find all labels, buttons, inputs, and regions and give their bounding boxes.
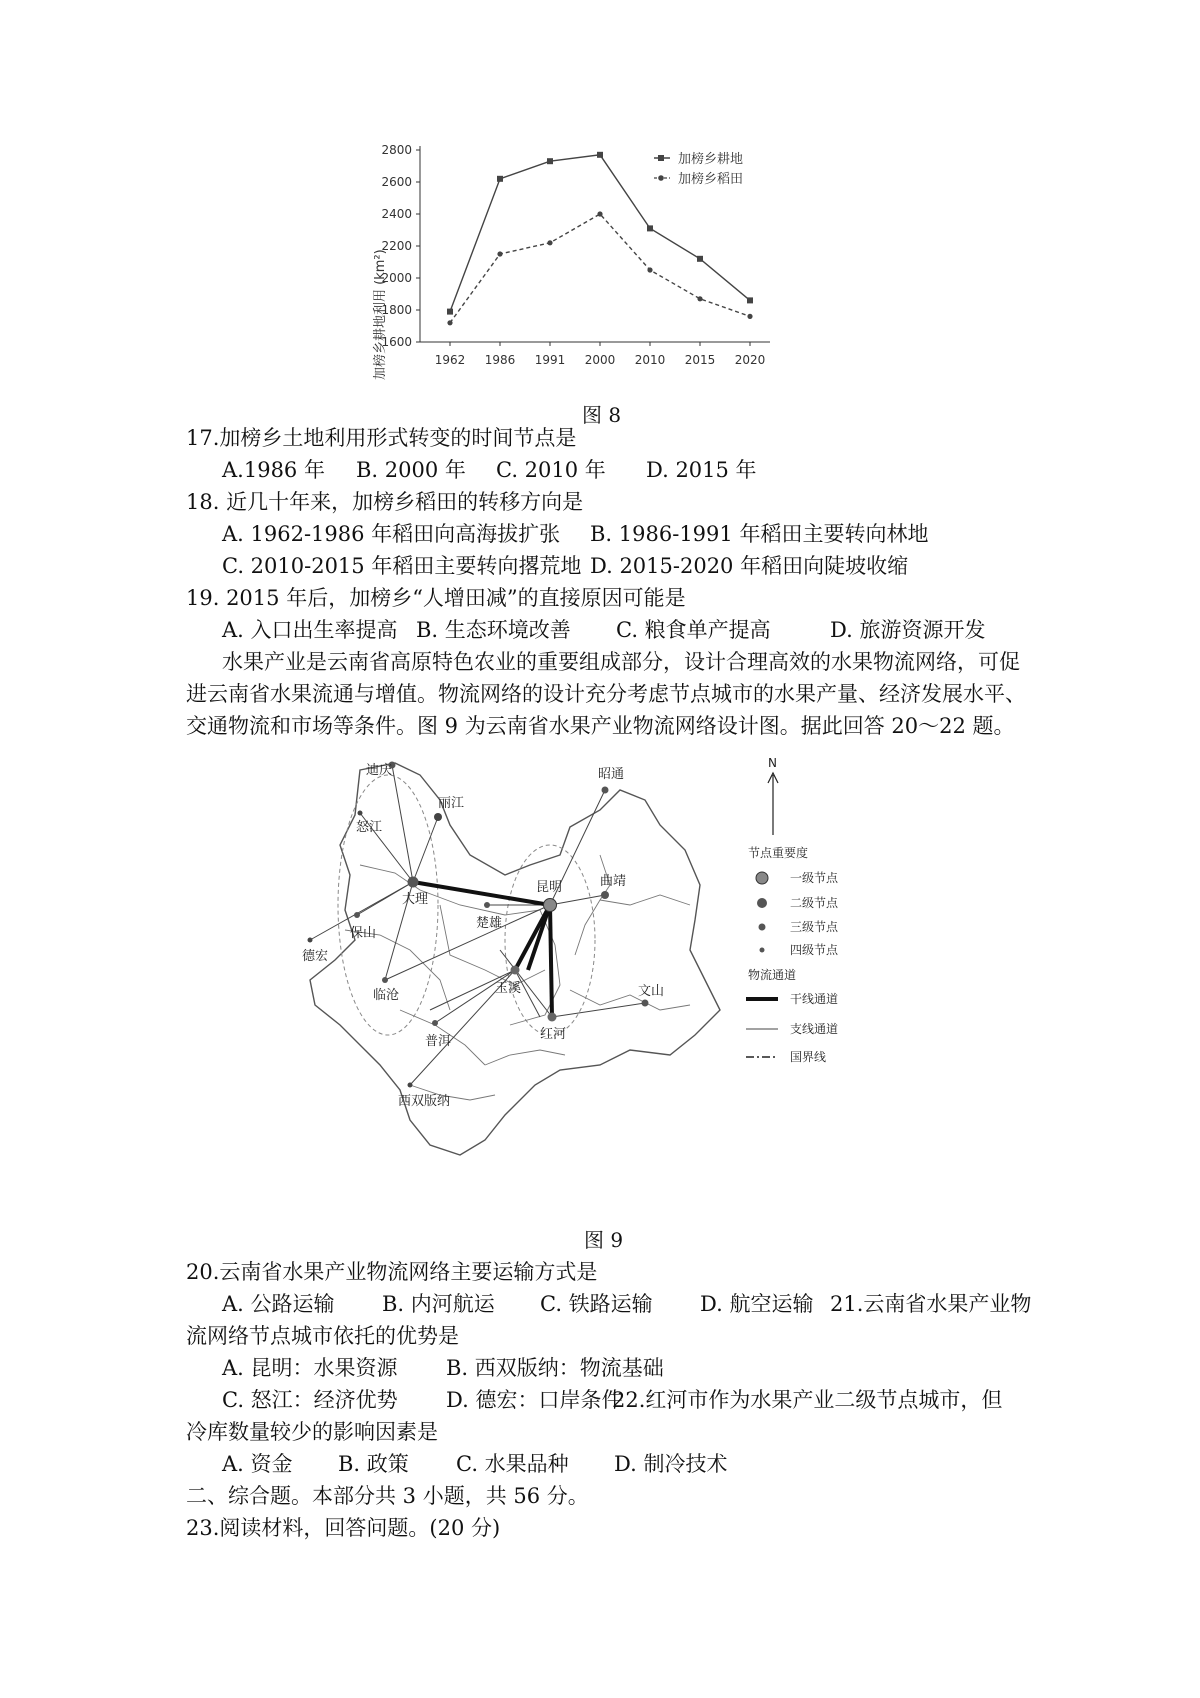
q20-stem: 20.云南省水果产业物流网络主要运输方式是 <box>186 1260 598 1284</box>
node-dehong <box>308 938 313 943</box>
fig8-point-farmland <box>697 256 703 262</box>
fig8-y-tick-label: 2000 <box>381 271 412 285</box>
fig8-legend-label-paddy: 加榜乡稻田 <box>678 172 744 187</box>
legend-branch: 支线通道 <box>790 1022 839 1036</box>
fig8-series-line-paddy <box>450 214 750 323</box>
q20-option-a: A. 公路运输 <box>222 1292 335 1316</box>
q21-option-a: A. 昆明：水果资源 <box>222 1356 398 1380</box>
node-nujiang <box>358 811 363 816</box>
node-puer <box>432 1020 438 1026</box>
fig8-x-axis <box>420 342 770 367</box>
label-diqing: 迪庆 <box>366 763 393 778</box>
intro-line-2: 进云南省水果流通与增值。物流网络的设计充分考虑节点城市的水果产量、经济发展水平、 <box>186 682 1026 706</box>
legend-node-title: 节点重要度 <box>748 846 809 860</box>
label-nujiang: 怒江 <box>356 820 383 835</box>
fig8-point-paddy <box>547 240 552 245</box>
fig8-point-farmland <box>547 158 553 164</box>
q22-stem-part1: 22.红河市作为水果产业二级节点城市，但 <box>612 1388 1003 1412</box>
legend-channel-title: 物流通道 <box>748 968 797 982</box>
intro-line-3: 交通物流和市场等条件。图 9 为云南省水果产业物流网络设计图。据此回答 20～22 题。 <box>186 714 1015 738</box>
q21-stem-part1: 21.云南省水果产业物 <box>830 1292 1032 1316</box>
label-lincang: 临沧 <box>373 988 400 1003</box>
q20-option-b: B. 内河航运 <box>382 1292 495 1316</box>
label-qujing: 曲靖 <box>600 874 627 889</box>
label-dehong: 德宏 <box>302 949 329 964</box>
legend-level3: 三级节点 <box>790 920 839 934</box>
q19-option-b: B. 生态环境改善 <box>416 618 571 642</box>
fig8-point-farmland <box>647 225 653 231</box>
q17-option-c: C. 2010 年 <box>496 458 606 482</box>
label-honghe: 红河 <box>540 1027 567 1042</box>
q17-option-a: A.1986 年 <box>222 458 325 482</box>
node-dali <box>408 877 419 888</box>
legend-border: 国界线 <box>790 1050 827 1064</box>
fig8-y-tick-label: 2600 <box>381 175 412 189</box>
q21-option-b: B. 西双版纳：物流基础 <box>446 1356 664 1380</box>
q17-stem: 17.加榜乡土地利用形式转变的时间节点是 <box>186 426 577 450</box>
label-dali: 大理 <box>402 892 429 907</box>
fig8-x-tick-label: 1991 <box>534 353 566 367</box>
fig9-caption: 图 9 <box>584 1228 624 1252</box>
fig8-y-tick-label: 1800 <box>381 303 412 317</box>
q22-option-d: D. 制冷技术 <box>614 1452 728 1476</box>
q22-option-c: C. 水果品种 <box>456 1452 569 1476</box>
q19-option-d: D. 旅游资源开发 <box>830 618 986 642</box>
label-chuxiong: 楚雄 <box>476 916 503 931</box>
label-zhaotong: 昭通 <box>598 767 625 782</box>
q21-option-d: D. 德宏：口岸条件 <box>446 1388 623 1412</box>
q18-stem: 18. 近几十年来，加榜乡稻田的转移方向是 <box>186 490 584 514</box>
fig8-x-tick-label: 1986 <box>484 353 516 367</box>
fig8-point-paddy <box>647 267 652 272</box>
section2-heading: 二、综合题。本部分共 3 小题，共 56 分。 <box>186 1484 589 1508</box>
node-yuxi <box>511 966 520 975</box>
fig8-y-tick-label: 2200 <box>381 239 412 253</box>
fig8-x-tick-label: 2010 <box>634 353 666 367</box>
q20-option-d: D. 航空运输 <box>700 1292 814 1316</box>
node-honghe <box>548 1013 557 1022</box>
fig8-x-tick-label: 1962 <box>434 353 466 367</box>
label-puer: 普洱 <box>425 1034 452 1049</box>
fig8-y-tick-label: 1600 <box>381 335 412 349</box>
fig8-point-paddy <box>447 320 452 325</box>
legend-level4: 四级节点 <box>790 943 839 957</box>
fig8-y-axis-label: 加榜乡耕地利用 (km²) <box>373 249 388 380</box>
fig8-point-farmland <box>597 152 603 158</box>
legend-level2: 二级节点 <box>790 896 839 910</box>
q22-option-b: B. 政策 <box>338 1452 409 1476</box>
q17-option-d: D. 2015 年 <box>646 458 757 482</box>
node-lijiang <box>434 813 442 821</box>
node-lincang <box>382 977 388 983</box>
q18-option-d: D. 2015-2020 年稻田向陡坡收缩 <box>590 554 909 578</box>
fig8-y-tick-label: 2400 <box>381 207 412 221</box>
q20-option-c: C. 铁路运输 <box>540 1292 653 1316</box>
legend-level1: 一级节点 <box>790 871 839 885</box>
fig8-point-paddy <box>747 314 752 319</box>
fig8-point-paddy <box>497 251 502 256</box>
fig8-y-tick-label: 2800 <box>381 143 412 157</box>
fig8-x-tick-label: 2020 <box>734 353 766 367</box>
node-kunming <box>544 899 557 912</box>
label-kunming: 昆明 <box>536 880 563 895</box>
label-xishuangbanna: 西双版纳 <box>398 1094 451 1109</box>
fig8-x-tick-label: 2000 <box>584 353 616 367</box>
label-yuxi: 玉溪 <box>495 981 522 996</box>
fig8-point-farmland <box>747 297 753 303</box>
fig8-point-paddy <box>597 211 602 216</box>
node-qujing <box>601 891 609 899</box>
node-zhaotong <box>602 787 609 794</box>
fig8-legend <box>654 151 743 187</box>
q21-option-c: C. 怒江：经济优势 <box>222 1388 398 1412</box>
fig8-point-farmland <box>447 309 453 315</box>
north-arrow <box>768 756 778 835</box>
label-lijiang: 丽江 <box>438 796 465 811</box>
q19-stem: 19. 2015 年后，加榜乡“人增田减”的直接原因可能是 <box>186 586 686 610</box>
label-wenshan: 文山 <box>638 984 665 999</box>
q18-option-a: A. 1962-1986 年稻田向高海拔扩张 <box>222 522 561 546</box>
node-wenshan <box>642 1000 649 1007</box>
node-chuxiong <box>484 902 490 908</box>
q18-option-c: C. 2010-2015 年稻田主要转向撂荒地 <box>222 554 582 578</box>
fig9-map <box>300 755 920 1235</box>
fig8-point-farmland <box>497 176 503 182</box>
label-baoshan: 保山 <box>350 926 377 941</box>
q17-option-b: B. 2000 年 <box>356 458 466 482</box>
fig8-point-paddy <box>697 296 702 301</box>
q23-stem: 23.阅读材料，回答问题。(20 分) <box>186 1516 501 1540</box>
q22-stem-part2: 冷库数量较少的影响因素是 <box>186 1420 438 1444</box>
node-baoshan <box>354 912 360 918</box>
q18-option-b: B. 1986-1991 年稻田主要转向林地 <box>590 522 929 546</box>
q22-option-a: A. 资金 <box>222 1452 293 1476</box>
q19-option-a: A. 入口出生率提高 <box>222 618 398 642</box>
fig8-legend-label-farmland: 加榜乡耕地 <box>678 152 744 167</box>
node-xishuangbanna <box>408 1083 413 1088</box>
intro-line-1: 水果产业是云南省高原特色农业的重要组成部分，设计合理高效的水果物流网络，可促 <box>222 650 1020 674</box>
q19-option-c: C. 粮食单产提高 <box>616 618 771 642</box>
fig8-chart <box>370 140 830 398</box>
fig8-caption: 图 8 <box>582 403 622 427</box>
legend-trunk: 干线通道 <box>790 992 839 1006</box>
fig9-legend <box>746 845 839 1064</box>
q21-stem-part2: 流网络节点城市依托的优势是 <box>186 1324 459 1348</box>
fig8-x-tick-label: 2015 <box>684 353 716 367</box>
north-label: N <box>768 756 777 770</box>
trunk-channels <box>413 882 552 1017</box>
